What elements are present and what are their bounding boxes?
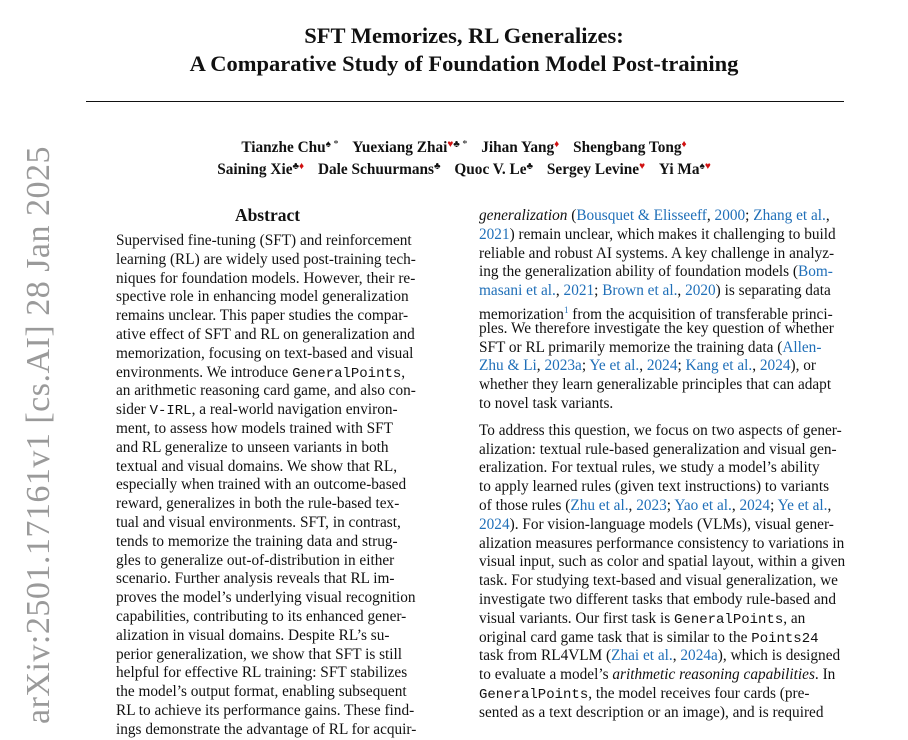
author: Yuexiang Zhai♥♣ *	[352, 139, 468, 156]
text-line: To address this question, we focus on two aspects of gener-	[479, 421, 842, 439]
text-line: learning (RL) are widely used post-training tech-	[116, 250, 416, 268]
text-line: proves the model’s underlying visual recognition	[116, 589, 416, 607]
citation-link[interactable]: 2023	[636, 496, 667, 514]
text-line: whether they learn generalizable principles that can adapt	[479, 376, 832, 394]
code-term: GeneralPoints	[479, 686, 589, 703]
introduction-body	[479, 207, 844, 723]
citation-link[interactable]: Zhu et al.	[570, 496, 629, 514]
text-line: generalization (Bousquet & Elisseeff, 2000; Zhang et al.,	[479, 207, 830, 224]
text-line: investigate two different tasks that embody rule-based and	[479, 590, 836, 608]
code-term: V-IRL	[149, 403, 192, 420]
text-line: eralization. For textual rules, we study a model’s ability	[479, 459, 820, 477]
text-line: and RL generalize to unseen variants in both	[116, 438, 389, 456]
paragraph-gap	[479, 414, 844, 422]
text-line: to evaluate a model’s arithmetic reasoning capabilities. In	[479, 666, 836, 684]
text-line: alization measures performance consistency to variations in	[479, 534, 845, 552]
citation-link[interactable]: Brown et al.	[602, 282, 678, 300]
text-line: reliable and robust AI systems. A key challenge in analyz-	[479, 244, 835, 262]
code-term: GeneralPoints	[674, 611, 784, 628]
author-row-2	[0, 157, 908, 179]
citation-link[interactable]: 2024a	[680, 647, 718, 665]
citation-link[interactable]: Zhang et al.	[753, 207, 826, 224]
text-line: environments. We introduce GeneralPoints,	[116, 363, 406, 382]
author: Dale Schuurmans♣	[317, 161, 441, 178]
text-line: capabilities, contributing to its enhanced gener-	[116, 607, 407, 625]
author: Saining Xie♣♦	[217, 161, 305, 178]
title-line-1: SFT Memorizes, RL Generalizes:	[304, 23, 624, 48]
text-line: reward, generalizes in both the rule-based tex-	[116, 495, 400, 513]
abstract-body	[116, 232, 419, 740]
citation-link[interactable]: 2024	[646, 357, 678, 375]
citation-link[interactable]: Ye et al.	[777, 496, 828, 514]
text-line: task from RL4VLM (Zhai et al., 2024a), which is designed	[479, 647, 841, 665]
text-line: ples. We therefore investigate the key question of whether	[479, 319, 834, 337]
author-row-1	[0, 135, 908, 157]
text-line: to apply learned rules (given text instructions) to variants	[479, 478, 830, 496]
title-divider	[86, 101, 844, 102]
title-line-2: A Comparative Study of Foundation Model Post-training	[189, 51, 739, 76]
text-line: GeneralPoints, the model receives four cards (pre-	[479, 684, 810, 703]
abstract-heading: Abstract	[234, 205, 301, 225]
text-line: spective role in enhancing model generalization	[116, 288, 409, 306]
text-line: sented as a text description or an image), and is required	[479, 703, 824, 721]
citation-link[interactable]: 2020	[685, 282, 716, 300]
code-term: GeneralPoints	[292, 365, 402, 382]
citation-link[interactable]: 2021	[479, 225, 510, 243]
text-line: sider V-IRL, a real-world navigation environ-	[116, 401, 398, 420]
author: Tianzhe Chu♠ *	[241, 139, 339, 156]
text-line: task. For studying text-based and visual generalization, we	[479, 572, 838, 590]
text-line: memorization, focusing on text-based and visual	[116, 344, 414, 362]
text-line: Supervised fine-tuning (SFT) and reinforcement	[116, 232, 412, 249]
citation-link[interactable]: Bousquet & Elisseeff	[576, 207, 707, 224]
text-line: original card game task that is similar to the Points24	[479, 628, 819, 647]
arxiv-identifier-stamp: arXiv:2501.17161v1 [cs.AI] 28 Jan 2025	[20, 145, 57, 724]
text-line: scenario. Further analysis reveals that RL im-	[116, 570, 395, 588]
citation-link[interactable]: Yao et al.	[674, 496, 732, 514]
paper-title	[0, 22, 908, 78]
citation-link[interactable]: Ye et al.	[589, 357, 640, 375]
citation-link[interactable]: 2024	[759, 357, 791, 375]
author: Sergey Levine♥	[546, 161, 646, 178]
citation-link[interactable]: 2023a	[544, 357, 582, 375]
text-line: Zhu & Li, 2023a; Ye et al., 2024; Kang et al., 2024), or	[479, 357, 816, 375]
footnote-marker[interactable]: 1	[563, 304, 569, 315]
text-line: 2024). For vision-language models (VLMs), visual gener-	[479, 515, 834, 533]
citation-link[interactable]: masani et al.	[479, 282, 556, 300]
text-line: gles to generalize out-of-distribution in either	[116, 551, 395, 569]
text-line: alization in visual domains. Despite RL’s su-	[116, 626, 390, 644]
text-line: to novel task variants.	[479, 394, 614, 412]
text-line: SFT or RL primarily memorize the training data (Allen-	[479, 338, 822, 356]
text-line: an arithmetic reasoning card game, and also con-	[116, 382, 416, 400]
text-line: alization: textual rule-based generalization and visual gen-	[479, 440, 837, 458]
text-line: especially when trained with an outcome-based	[116, 476, 407, 494]
citation-link[interactable]: Allen-	[782, 338, 822, 356]
text-line: masani et al., 2021; Brown et al., 2020) is separating data	[479, 282, 831, 300]
text-line: ings demonstrate the advantage of RL for acquir-	[116, 720, 417, 738]
citation-link[interactable]: 2024	[479, 515, 510, 533]
text-line: ment, to assess how models trained with SFT	[116, 419, 394, 437]
text-line: of those rules (Zhu et al., 2023; Yao et al., 2024; Ye et al.,	[479, 496, 832, 514]
text-line: ative effect of SFT and RL on generalization and	[116, 325, 415, 343]
text-line: tends to memorize the training data and strug-	[116, 532, 398, 550]
text-line: ing the generalization ability of foundation models (Bom-	[479, 263, 833, 281]
author-list	[0, 135, 908, 179]
code-term: Points24	[751, 630, 819, 647]
text-line: memorization$^1$ from the acquisition of transferable princi-	[479, 304, 833, 323]
author: Shengbang Tong♦	[573, 139, 687, 156]
author: Yi Ma♠♥	[658, 161, 711, 178]
text-line: tual and visual environments. SFT, in contrast,	[116, 513, 401, 531]
text-line: remains unclear. This paper studies the compar-	[116, 307, 409, 325]
text-line: perior generalization, we show that SFT is still	[116, 645, 403, 663]
text-line: 2021) remain unclear, which makes it challenging to build	[479, 225, 836, 243]
citation-link[interactable]: Kang et al.	[685, 357, 753, 375]
citation-link[interactable]: Zhu & Li	[479, 357, 537, 375]
citation-link[interactable]: 2000	[714, 207, 746, 224]
author: Jihan Yang♦	[481, 139, 560, 156]
text-line: niques for foundation models. However, their re-	[116, 269, 416, 287]
text-line: the model’s output format, enabling subsequent	[116, 683, 407, 701]
text-line: visual variants. Our first task is GeneralPoints, an	[479, 609, 806, 628]
citation-link[interactable]: 2021	[563, 282, 595, 300]
citation-link[interactable]: Zhai et al.	[611, 647, 673, 665]
text-line: RL to achieve its performance gains. These find-	[116, 701, 415, 719]
author: Quoc V. Le♣	[454, 161, 534, 178]
citation-link[interactable]: 2024	[739, 496, 771, 514]
text-line: textual and visual domains. We show that RL,	[116, 457, 398, 475]
text-line: helpful for effective RL training: SFT stabilizes	[116, 664, 408, 682]
text-line: visual input, such as color and spatial layout, within a given	[479, 553, 846, 571]
citation-link[interactable]: Bom-	[798, 263, 833, 281]
